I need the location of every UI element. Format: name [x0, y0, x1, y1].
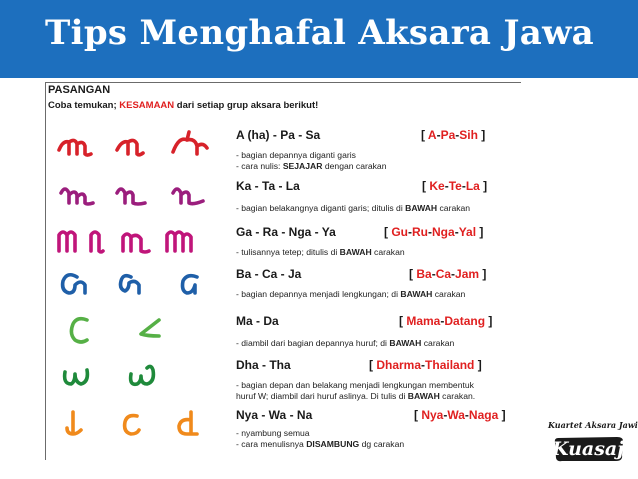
instruction-post: dari setiap grup aksara berikut! — [174, 100, 319, 111]
mnemonic-part: Thailand — [425, 358, 475, 372]
group-heading: Ma - Da — [236, 314, 279, 328]
mnemonic-part: - — [408, 225, 413, 239]
group-heading: Dha - Tha — [236, 358, 291, 372]
mnemonic-part: - — [443, 408, 448, 422]
aksara-glyph — [121, 225, 153, 257]
title-bar — [0, 0, 638, 78]
mnemonic-part: ] — [476, 225, 484, 239]
mnemonic-part: - — [444, 179, 449, 193]
instruction-text — [48, 100, 318, 111]
description-part: - bagian belakangnya diganti garis; ditulis di — [236, 203, 406, 213]
instruction-pre: Coba temukan; — [48, 100, 120, 111]
mnemonic-part: Yal — [458, 225, 477, 239]
description-part: dg carakan — [359, 439, 405, 449]
aksara-glyph — [115, 267, 145, 299]
logo-name: Kuasaji — [552, 438, 632, 460]
description-part: - cara nulis: — [236, 161, 283, 171]
group-description — [236, 150, 356, 161]
description-part: SEJAJAR — [282, 161, 323, 171]
mnemonic-part: [ — [422, 179, 430, 193]
description-part: carakan — [432, 289, 466, 299]
aksara-glyph — [177, 267, 205, 299]
description-part: carakan — [421, 338, 455, 348]
aksara-glyph — [65, 314, 95, 346]
description-part: BAWAH — [407, 391, 440, 401]
mnemonic-part: [ — [399, 314, 407, 328]
mnemonic-part: Sih — [459, 128, 478, 142]
mnemonic-part: ] — [485, 314, 493, 328]
mnemonic-part: [ — [384, 225, 392, 239]
mnemonic-part: [ — [369, 358, 377, 372]
mnemonic-part: Te — [448, 179, 462, 193]
mnemonic-part: ] — [479, 267, 487, 281]
mnemonic-part: Naga — [468, 408, 499, 422]
group-description — [236, 380, 474, 391]
mnemonic-part: - — [464, 408, 469, 422]
mnemonic-part: Pa — [440, 128, 456, 142]
mnemonic-part: Jam — [455, 267, 480, 281]
description-part: BAWAH — [405, 203, 438, 213]
aksara-glyph — [57, 225, 81, 257]
mnemonic-key — [409, 267, 486, 281]
mnemonic-part: A — [427, 128, 437, 142]
mnemonic-part: - — [461, 179, 466, 193]
mnemonic-part: Wa — [447, 408, 465, 422]
aksara-glyph — [89, 225, 109, 257]
top-divider — [45, 82, 521, 83]
group-description — [236, 161, 387, 172]
aksara-glyph — [115, 179, 149, 211]
mnemonic-part: [ — [409, 267, 417, 281]
description-part: - tulisannya tetep; ditulis di — [236, 247, 340, 257]
aksara-glyph-row — [53, 267, 233, 301]
description-part: - cara menulisnya — [236, 439, 307, 449]
instruction-highlight: KESAMAAN — [119, 100, 175, 111]
mnemonic-part: Mama — [406, 314, 441, 328]
mnemonic-part: ] — [479, 179, 488, 193]
group-heading: Ka - Ta - La — [236, 179, 300, 193]
logo-tagline: Kuartet Aksara Jawi — [548, 420, 638, 430]
group-description — [236, 428, 310, 439]
aksara-glyph-row — [53, 408, 233, 442]
mnemonic-part: Nga — [432, 225, 455, 239]
aksara-glyph — [59, 179, 97, 211]
mnemonic-part: Ke — [429, 179, 445, 193]
mnemonic-part: Datang — [444, 314, 486, 328]
aksara-glyph — [171, 179, 207, 211]
group-heading: Nya - Wa - Na — [236, 408, 313, 422]
page-title: Tips Menghafal Aksara Jawa — [45, 13, 594, 53]
description-part: huruf W; diambil dari huruf aslinya. Di tulis di — [236, 391, 408, 401]
description-part: carakan — [437, 203, 471, 213]
mnemonic-part: Gu — [391, 225, 409, 239]
description-part: - diambil dari bagian depannya huruf; di — [236, 338, 390, 348]
logo-badge — [552, 434, 632, 464]
mnemonic-part: [ — [414, 408, 422, 422]
mnemonic-part: Ru — [412, 225, 429, 239]
mnemonic-part: - — [455, 128, 460, 142]
mnemonic-part: - — [451, 267, 456, 281]
description-part: carakan — [371, 247, 405, 257]
mnemonic-part: Ca — [435, 267, 452, 281]
aksara-glyph — [171, 128, 213, 160]
aksara-glyph-row — [53, 314, 233, 348]
description-part: - bagian depan dan belakang menjadi lengkungan membentuk — [236, 380, 474, 390]
left-divider — [45, 82, 46, 460]
mnemonic-part: [ — [421, 128, 428, 142]
aksara-glyph — [133, 314, 165, 346]
description-part: - nyambung semua — [236, 428, 310, 438]
description-part: carakan. — [439, 391, 476, 401]
aksara-glyph — [57, 128, 97, 160]
mnemonic-part: ] — [474, 358, 482, 372]
aksara-glyph-row — [53, 225, 233, 259]
kuasaji-logo — [548, 420, 638, 478]
section-label: PASANGAN — [48, 84, 111, 96]
group-heading: Ga - Ra - Nga - Ya — [236, 225, 336, 239]
aksara-glyph-row — [53, 358, 233, 392]
group-description — [236, 439, 404, 450]
mnemonic-part: - — [436, 128, 441, 142]
group-heading: A (ha) - Pa - Sa — [236, 128, 321, 142]
description-part: BAWAH — [389, 338, 422, 348]
mnemonic-key — [369, 358, 482, 372]
description-part: BAWAH — [400, 289, 433, 299]
aksara-glyph-row — [53, 128, 233, 162]
description-part: - bagian depannya diganti garis — [236, 150, 356, 160]
mnemonic-key — [384, 225, 483, 239]
aksara-glyph-row — [53, 179, 233, 213]
mnemonic-key — [414, 408, 506, 422]
mnemonic-part: - — [440, 314, 445, 328]
mnemonic-key — [399, 314, 492, 328]
mnemonic-part: - — [431, 267, 436, 281]
mnemonic-key — [422, 179, 487, 193]
mnemonic-part: Ba — [416, 267, 432, 281]
group-description — [236, 247, 405, 258]
group-heading: Ba - Ca - Ja — [236, 267, 302, 281]
mnemonic-part: Nya — [421, 408, 444, 422]
aksara-glyph — [61, 358, 93, 390]
group-description — [236, 203, 470, 214]
aksara-glyph — [173, 408, 203, 440]
mnemonic-part: La — [465, 179, 480, 193]
mnemonic-key — [421, 128, 485, 142]
aksara-glyph — [127, 358, 159, 390]
mnemonic-part: Dharma — [376, 358, 422, 372]
description-part: BAWAH — [339, 247, 372, 257]
mnemonic-part: - — [421, 358, 426, 372]
mnemonic-part: ] — [477, 128, 486, 142]
description-part: DISAMBUNG — [306, 439, 360, 449]
group-description — [236, 289, 465, 300]
aksara-glyph — [165, 225, 197, 257]
group-description — [236, 391, 475, 402]
group-description — [236, 338, 454, 349]
mnemonic-part: - — [428, 225, 433, 239]
mnemonic-part: - — [454, 225, 459, 239]
aksara-glyph — [59, 267, 91, 299]
description-part: dengan carakan — [322, 161, 387, 171]
aksara-glyph — [117, 408, 145, 440]
aksara-glyph — [63, 408, 87, 440]
mnemonic-part: ] — [498, 408, 506, 422]
description-part: - bagian depannya menjadi lengkungan; di — [236, 289, 401, 299]
aksara-glyph — [115, 128, 149, 160]
lesson-panel — [45, 82, 521, 460]
